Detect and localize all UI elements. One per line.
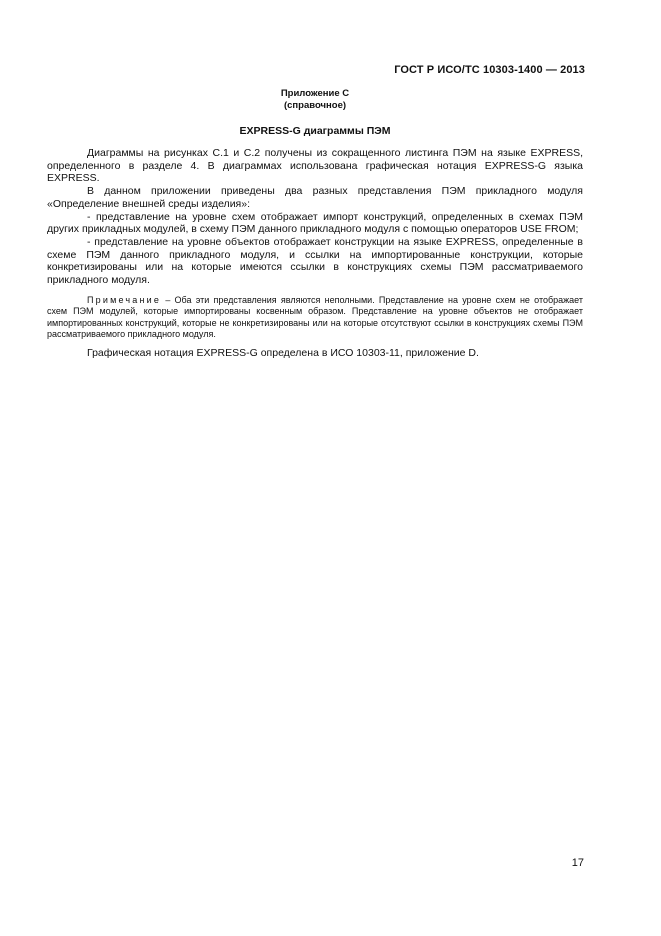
paragraph-notation: Графическая нотация EXPRESS-G определена в ИСО 10303-11, приложение D.	[87, 347, 479, 360]
paragraph-diagrams: Диаграммы на рисунках С.1 и С.2 получены из сокращенного листинга ПЭМ на языке EXPRESS, определенного в разделе 4. В диаграммах использована графическая нотация EXPRESS-G языка EXPRESS.	[47, 147, 583, 185]
document-body	[47, 147, 583, 360]
note	[47, 295, 583, 341]
paragraph-entity-level: - представление на уровне объектов отображает конструкции на языке EXPRESS, определенные в схеме ПЭМ данного прикладного модуля, и ссылки на импортированные конструкции, которые конкретизированы или на которые имеются ссылки в конструкциях схемы ПЭМ рассматриваемого прикладного модуля.	[47, 235, 583, 287]
annex-heading	[0, 88, 630, 112]
paragraph-representations: В данном приложении приведены два разных представления ПЭМ прикладного модуля «Определение внешней среды изделия»:	[47, 185, 583, 210]
note-label: Примечание	[87, 294, 162, 305]
annex-subtitle: (справочное)	[283, 100, 347, 111]
page-number: 17	[571, 857, 584, 869]
section-title: EXPRESS-G диаграммы ПЭМ	[239, 125, 391, 137]
note-text: – Оба эти представления являются неполными. Представление на уровне схем не отображает схем ПЭМ модулей, которые импортированы косвенным образом. Представление на уровне объектов не отображает импортированных конструкций, которые не конкретизированы или на которые отсутствуют ссылки в конструкциях схемы ПЭМ рассматриваемого прикладного модуля.	[47, 294, 583, 339]
annex-title: Приложение С	[280, 88, 350, 99]
paragraph-schema-level: - представление на уровне схем отображает импорт конструкций, определенных в схемах ПЭМ других прикладных модулей, в схему ПЭМ данного прикладного модуля с помощью операторов USE FROM;	[47, 210, 583, 236]
document-header: ГОСТ Р ИСО/ТС 10303-1400 — 2013	[394, 64, 585, 76]
